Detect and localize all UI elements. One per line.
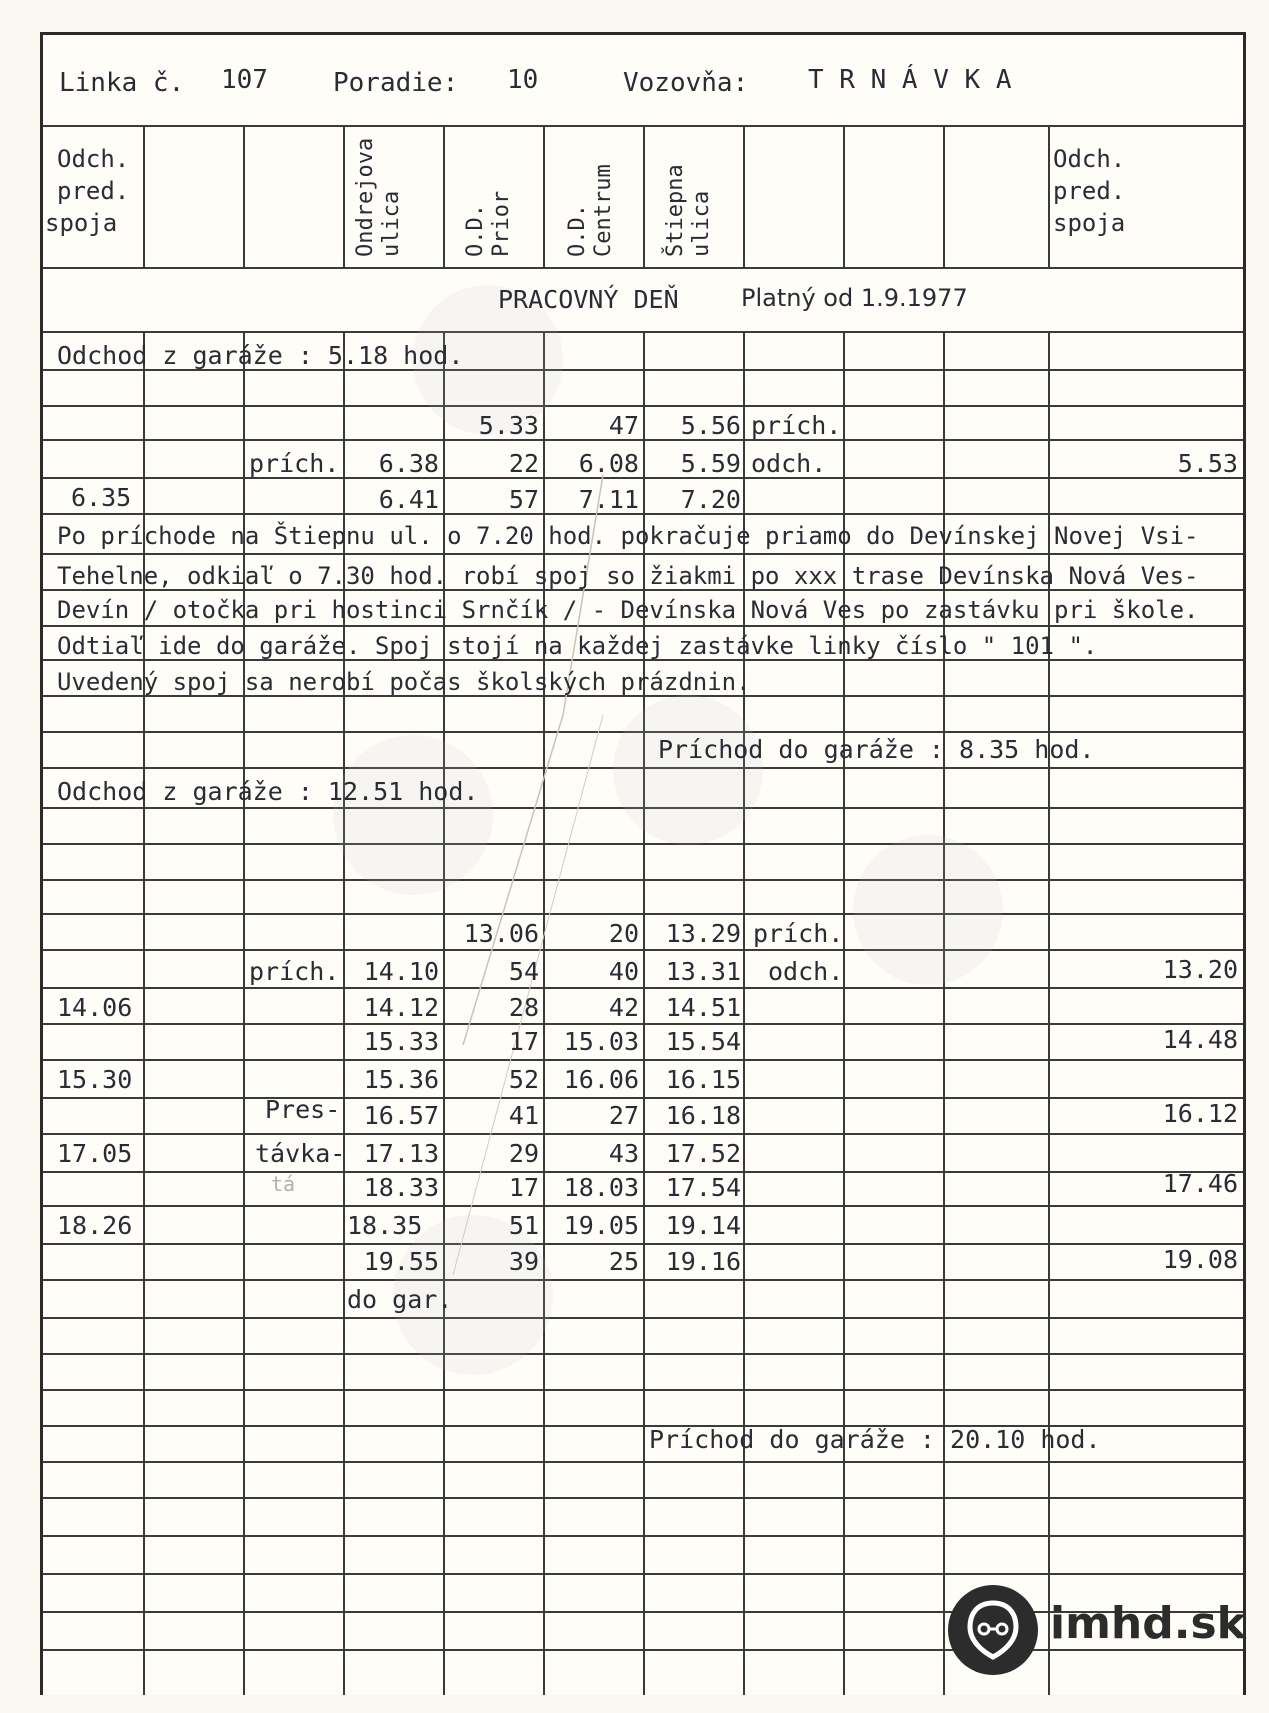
time-cell: 41 (508, 1101, 539, 1130)
time-cell: 19.08 (1162, 1245, 1238, 1274)
time-cell: 16.06 (563, 1065, 639, 1094)
time-cell: 17 (508, 1173, 539, 1202)
time-cell: 14.48 (1162, 1025, 1238, 1054)
time-cell: 54 (508, 957, 539, 986)
time-cell: 16.12 (1162, 1099, 1238, 1128)
time-cell: 17.05 (57, 1139, 133, 1168)
arrival-label: prích. (249, 449, 340, 478)
time-cell: 15.36 (363, 1065, 439, 1094)
arrival-label: prích. (249, 957, 340, 986)
garage-arrival-morning: Príchod do garáže : 8.35 hod. (658, 735, 1095, 764)
time-cell: 5.33 (478, 411, 539, 440)
stop-od-centrum-heading: O.D. Centrum (565, 164, 616, 257)
time-cell: 17.46 (1162, 1169, 1238, 1198)
right-column-heading: Odch. pred. spoja (1053, 145, 1126, 237)
time-cell: 22 (508, 449, 539, 478)
time-cell: 15.30 (57, 1065, 133, 1094)
time-cell: 27 (608, 1101, 639, 1130)
time-cell: 15.54 (665, 1027, 741, 1056)
time-cell: 19.16 (665, 1247, 741, 1276)
time-cell: 17.52 (665, 1139, 741, 1168)
time-cell: 5.53 (1177, 449, 1238, 478)
time-cell: 13.29 (665, 919, 741, 948)
time-cell: 6.35 (71, 483, 132, 512)
note-line: Po príchode na Štiepnu ul. o 7.20 hod. pokračuje priamo do Devínskej Novej Vsi- (57, 522, 1199, 550)
time-cell: 16.18 (665, 1101, 741, 1130)
validity-date: Platný od 1.9.1977 (741, 284, 968, 312)
time-cell: 47 (608, 411, 639, 440)
time-cell: 14.06 (57, 993, 133, 1022)
time-cell: 14.12 (363, 993, 439, 1022)
vozovna-value: T R N Á V K A (808, 65, 1012, 95)
time-cell: 15.33 (363, 1027, 439, 1056)
note-line: Odtiaľ ide do garáže. Spoj stojí na každej zastávke linky číslo " 101 ". (57, 632, 1098, 660)
time-cell: 7.11 (578, 485, 639, 514)
time-cell: 13.31 (665, 957, 741, 986)
time-cell: 14.10 (363, 957, 439, 986)
vozovna-label: Vozovňa: (623, 68, 749, 98)
stop-od-prior-heading: O.D. Prior (463, 190, 514, 257)
timetable-sheet (40, 32, 1246, 1695)
departure-label: odch. (768, 957, 844, 986)
time-cell: 25 (608, 1247, 639, 1276)
time-cell: 5.59 (680, 449, 741, 478)
time-cell: 51 (508, 1211, 539, 1240)
arrival-label: prích. (751, 411, 842, 440)
note-line: Tehelne, odkiaľ o 7.30 hod. robí spoj so žiakmi po xxx trase Devínska Nová Ves- (57, 562, 1199, 590)
stop-stiepna-heading: Štiepna ulica (663, 164, 714, 257)
time-cell: 20 (608, 919, 639, 948)
to-garage-note: do gar. (347, 1285, 453, 1314)
time-cell: 13.20 (1162, 955, 1238, 984)
arrival-label: prích. (753, 919, 844, 948)
time-cell: 18.33 (363, 1173, 439, 1202)
time-cell: 16.57 (363, 1101, 439, 1130)
departure-label: odch. (751, 449, 827, 478)
time-cell: 14.51 (665, 993, 741, 1022)
linka-label: Linka č. (59, 68, 185, 98)
time-cell: 18.03 (563, 1173, 639, 1202)
time-cell: 17.13 (363, 1139, 439, 1168)
poradie-label: Poradie: (333, 68, 459, 98)
time-cell: 19.05 (563, 1211, 639, 1240)
logo-text: imhd.sk (1050, 1598, 1246, 1649)
time-cell: 52 (508, 1065, 539, 1094)
time-cell: 29 (508, 1139, 539, 1168)
stop-ondrejova-heading: Ondrejova ulica (353, 137, 404, 257)
time-cell: 6.08 (578, 449, 639, 478)
time-cell: 5.56 (680, 411, 741, 440)
time-cell: 18.26 (57, 1211, 133, 1240)
left-column-heading: Odch. pred. spoja (45, 145, 130, 237)
time-cell: 15.03 (563, 1027, 639, 1056)
time-cell: 40 (608, 957, 639, 986)
break-label: távka- (255, 1139, 346, 1168)
poradie-number: 10 (507, 65, 539, 95)
time-cell: 19.14 (665, 1211, 741, 1240)
time-cell: 57 (508, 485, 539, 514)
time-cell: 28 (508, 993, 539, 1022)
time-cell: 7.20 (680, 485, 741, 514)
garage-departure-morning: Odchod z garáže : 5.18 hod. (57, 341, 464, 370)
time-cell: 13.06 (463, 919, 539, 948)
time-cell: 16.15 (665, 1065, 741, 1094)
garage-arrival-evening: Príchod do garáže : 20.10 hod. (649, 1425, 1101, 1454)
garage-departure-afternoon: Odchod z garáže : 12.51 hod. (57, 777, 479, 806)
day-type: PRACOVNÝ DEŇ (498, 285, 679, 314)
time-cell: 18.35 (347, 1211, 423, 1240)
time-cell: 6.41 (378, 485, 439, 514)
note-line: Uvedený spoj sa nerobí počas školských prázdnin. (57, 668, 751, 696)
time-cell: 6.38 (378, 449, 439, 478)
break-label: tá (271, 1172, 296, 1196)
time-cell: 19.55 (363, 1247, 439, 1276)
linka-number: 107 (221, 65, 268, 95)
time-cell: 42 (608, 993, 639, 1022)
time-cell: 39 (508, 1247, 539, 1276)
time-cell: 17 (508, 1027, 539, 1056)
time-cell: 43 (608, 1139, 639, 1168)
bus-face-icon (948, 1585, 1038, 1675)
note-line: Devín / otočka pri hostinci Srnčík / - Devínska Nová Ves po zastávku pri škole. (57, 596, 1199, 624)
break-label: Pres- (265, 1095, 341, 1124)
time-cell: 17.54 (665, 1173, 741, 1202)
